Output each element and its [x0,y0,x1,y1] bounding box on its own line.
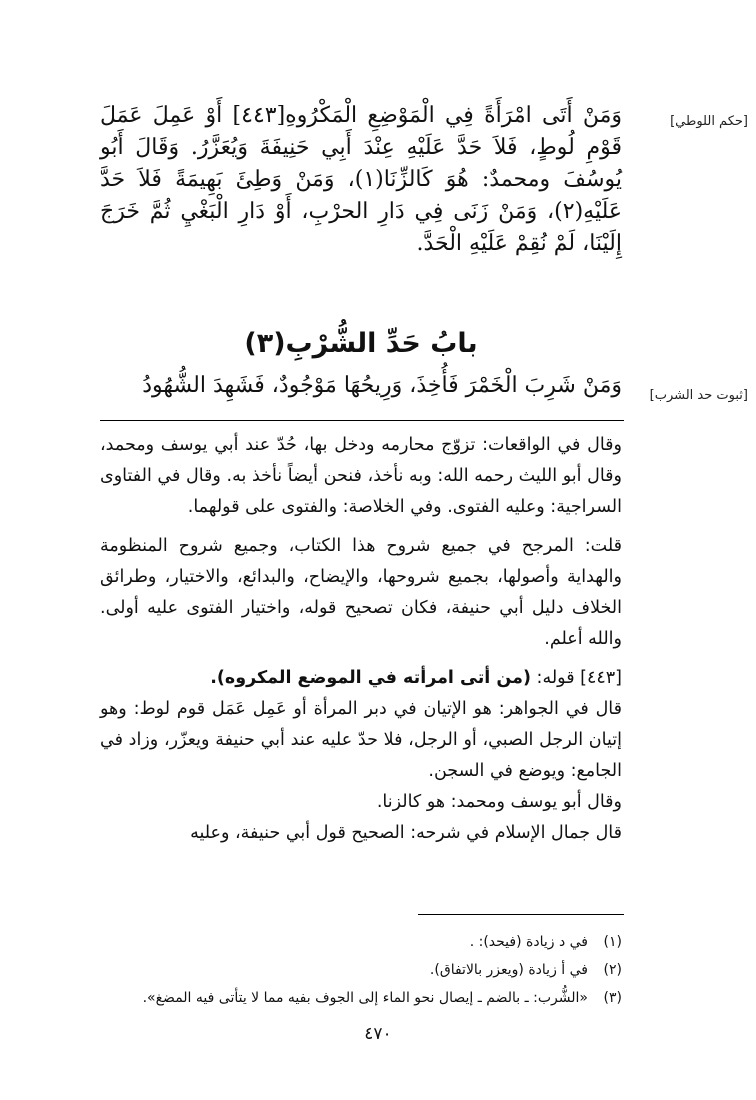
footnotes [100,928,622,1012]
footnote-text: «الشُّرب: ـ بالضم ـ إيصال نحو الماء إلى الجوف بفيه مما لا يتأتى فيه المضغ». [142,990,588,1006]
section-divider [100,420,624,421]
footnote-divider [418,914,624,915]
main-text-paragraph: وَمَنْ شَرِبَ الْخَمْرَ فَأُخِذَ، وَرِيحُهَا مَوْجُودٌ، فَشَهِدَ الشُّهُودُ [142,373,622,398]
chapter-title: بابُ حَدِّ الشُّرْبِ(٣) [244,328,478,359]
margin-note-drinking-proof: [ثبوت حد الشرب] [649,388,748,403]
footnote [100,956,622,984]
footnote-number: (٣) [603,990,622,1006]
footnote-text: في أ زيادة (ويعزر بالاتفاق). [429,962,588,978]
main-text-paragraph: وَمَنْ أَتَى امْرَأَةً فِي الْمَوْضِعِ الْمَكْرُوهِ[٤٤٣] أَوْ عَمِلَ عَمَلَ قَوْمِ لُوطٍ، فَلاَ حَدَّ عَلَيْهِ عِنْدَ أَبِي حَنِيفَةَ وَيُعَزَّرُ. وَقَالَ أَبُو يُوسُفَ ومحمدٌ: هُوَ كَالزِّنَا(١)، وَمَنْ وَطِئَ بَهِيمَةً فَلاَ حَدَّ عَلَيْهِ(٢)، وَمَنْ زَنَى فِي دَارِ الحرْبِ، أَوْ دَارِ الْبَغْيِ ثُمَّ خَرَجَ إِلَيْنَا، لَمْ نُقِمْ عَلَيْهِ الْحَدَّ. [100,103,622,256]
main-text-section-1 [100,100,622,300]
margin-note-sodomy-ruling: [حكم اللوطي] [670,114,748,129]
main-text-section-2 [100,370,622,402]
footnote-number: (١) [603,934,622,950]
commentary-paragraph: وقال في الواقعات: تزوّج محارمه ودخل بها، حُدّ عند أبي يوسف ومحمد، وقال أبو الليث رحمه الله: وبه نأخذ، فنحن أيضاً نأخذ به. وقال في الفتاوى السراجية: وعليه الفتوى. وفي الخلاصة: والفتوى على قولهما. [100,435,622,517]
commentary-paragraph: قال جمال الإسلام في شرحه: الصحيح قول أبي حنيفة، وعليه [190,823,622,843]
footnote-text: في د زيادة (فيحد): . [469,934,588,950]
commentary-paragraph: قال في الجواهر: هو الإتيان في دبر المرأة أو عَمِل عَمَل قوم لوط: وهو إتيان الرجل الصبي، أو الرجل، فلا حدّ عليه عند أبي حنيفة ويعزّر، وزاد في الجامع: ويوضع في السجن. [100,699,622,781]
commentary-ref: [٤٤٣] قوله: [530,668,622,688]
page-number: ٤٧٠ [364,1024,392,1044]
commentary-block [100,430,622,849]
commentary-heading [100,663,622,694]
commentary-paragraph: وقال أبو يوسف ومحمد: هو كالزنا. [376,792,622,812]
commentary-quote: (من أتى امرأته في الموضع المكروه). [210,668,531,688]
commentary-paragraph: قلت: المرجح في جميع شروح هذا الكتاب، وجميع شروح المنظومة والهداية وأصولها، بجميع شروحها، والإيضاح، والبدائع، والاختيار، وطرائق الخلاف دليل أبي حنيفة، فكان تصحيح قوله، واختيار الفتوى عليه أولى. والله أعلم. [100,536,622,649]
footnote [100,984,622,1012]
footnote [100,928,622,956]
footnote-number: (٢) [603,962,622,978]
